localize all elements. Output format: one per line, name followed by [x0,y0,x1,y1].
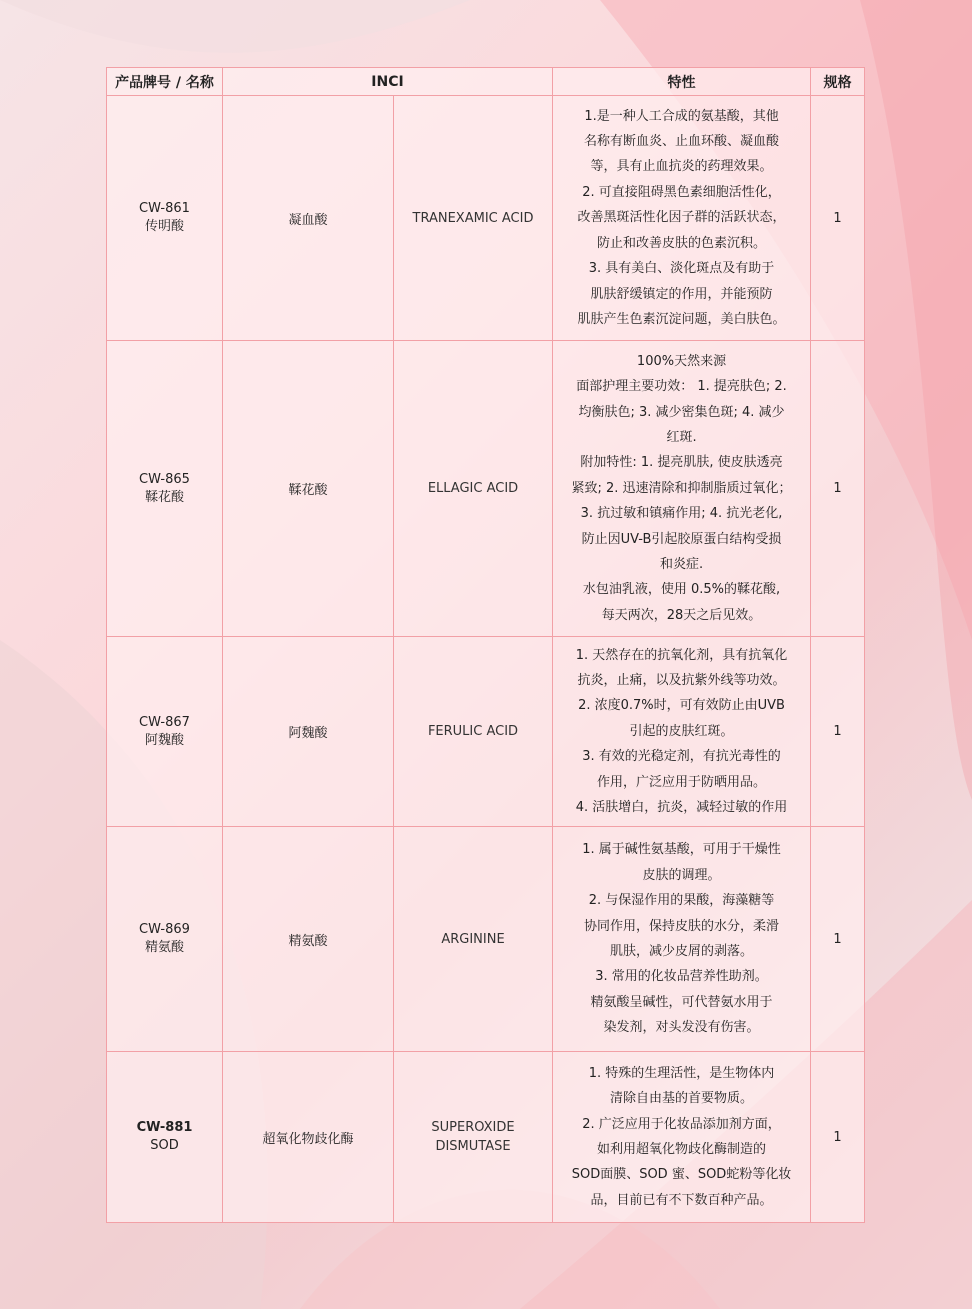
header-inci: INCI [223,68,553,96]
table-row [107,341,865,637]
feature-line: 改善黑斑活性化因子群的活跃状态， [577,210,786,226]
feature-line: 精氨酸呈碱性，可代替氨水用于 [590,994,773,1010]
product-inci [394,341,553,637]
product-code-cell [107,96,223,341]
table-row [107,637,865,827]
feature-line: 4. 活肤增白，抗炎，减轻过敏的作用 [575,800,788,816]
table-row [107,827,865,1052]
feature-line: 2. 与保湿作用的果酸，海藻糖等 [588,893,775,909]
product-alias: 精氨酸 [144,940,184,955]
feature-line: 肌肤产生色素沉淀问题，美白肤色。 [577,311,786,327]
product-alias: 鞣花酸 [144,489,184,505]
feature-line: 3. 抗过敏和镇痛作用; 4. 抗光老化, [580,506,783,522]
product-name: 凝血酸 [223,96,394,341]
header-code: 产品牌号 / 名称 [107,68,223,96]
product-table [106,67,865,1223]
feature-line: 附加特性: 1. 提亮肌肤, 使皮肤透亮 [580,455,783,471]
feature-line: 水包油乳液，使用 0.5%的鞣花酸, [582,582,781,598]
product-code-cell [107,341,223,637]
feature-line: 每天两次，28天之后见效。 [601,607,762,623]
table-row [107,1052,865,1223]
inci-line: ELLAGIC ACID [427,481,519,496]
product-name: 鞣花酸 [223,341,394,637]
product-code: CW-865 [139,471,190,487]
feature-line: 清除自由基的首要物质。 [610,1091,754,1107]
product-inci [394,637,553,827]
feature-line: 名称有断血炎、止血环酸、凝血酸 [584,134,780,150]
feature-line: 品，目前已有不下数百种产品。 [590,1192,773,1208]
header-feature: 特性 [553,68,811,96]
feature-line: 1. 特殊的生理活性，是生物体内 [588,1065,775,1081]
feature-line: 引起的皮肤红斑。 [629,723,734,739]
inci-line: TRANEXAMIC ACID [412,210,534,226]
feature-line: 和炎症. [659,557,704,573]
feature-line: 抗炎，止痛，以及抗紫外线等功效。 [577,672,786,688]
product-spec: 1 [811,1052,865,1223]
product-spec: 1 [811,827,865,1052]
feature-line: 3. 常用的化妆品营养性助剂。 [595,969,768,985]
feature-line: 防止因UV-B引起胶原蛋白结构受损 [581,531,782,547]
product-features [553,96,811,341]
inci-line: DISMUTASE [435,1139,511,1154]
product-code: CW-867 [139,714,190,730]
feature-line: 面部护理主要功效： 1. 提亮肤色; 2. [576,379,787,395]
feature-line: 3. 具有美白、淡化斑点及有助于 [588,261,775,277]
product-spec: 1 [811,637,865,827]
product-name: 超氧化物歧化酶 [223,1052,394,1223]
feature-line: 肌肤舒缓镇定的作用，并能预防 [590,286,773,302]
feature-line: 1. 属于碱性氨基酸，可用于干燥性 [582,842,781,858]
product-features [553,637,811,827]
product-alias: SOD [150,1138,179,1153]
product-code-cell [107,1052,223,1223]
table-row [107,96,865,341]
feature-line: 肌肤，减少皮屑的剥落。 [610,944,754,959]
product-code-cell [107,827,223,1052]
product-features [553,827,811,1052]
product-inci [394,827,553,1052]
product-alias: 阿魏酸 [144,732,184,748]
feature-line: 100%天然来源 [636,353,727,369]
feature-line: 2. 可直接阻碍黑色素细胞活性化， [582,184,781,200]
feature-line: 紧致; 2. 迅速清除和抑制脂质过氧化； [571,480,792,496]
feature-line: 等，具有止血抗炎的药理效果。 [590,159,773,175]
product-spec: 1 [811,96,865,341]
feature-line: 2. 浓度0.7%时，可有效防止由UVB [578,698,785,714]
table-header-row [107,68,865,96]
product-name: 精氨酸 [223,827,394,1052]
inci-line: ARGININE [441,931,505,947]
feature-line: 均衡肤色; 3. 减少密集色斑; 4. 减少 [578,404,785,420]
product-spec: 1 [811,341,865,637]
feature-line: 如利用超氧化物歧化酶制造的 [597,1142,767,1157]
inci-line: SUPEROXIDE [431,1120,515,1135]
header-spec: 规格 [811,68,865,96]
product-features [553,341,811,637]
product-inci [394,1052,553,1223]
feature-line: 皮肤的调理。 [642,867,721,883]
feature-line: 染发剂，对头发没有伤害。 [603,1020,760,1036]
feature-line: 2. 广泛应用于化妆品添加剂方面， [582,1116,781,1132]
feature-line: 作用，广泛应用于防晒用品。 [597,774,767,790]
product-code: CW-861 [139,201,190,216]
product-code-cell [107,637,223,827]
product-name: 阿魏酸 [223,637,394,827]
feature-line: 红斑. [666,429,697,445]
feature-line: 1.是一种人工合成的氨基酸，其他 [584,108,779,124]
product-code: CW-881 [136,1120,193,1135]
product-alias: 传明酸 [144,219,184,234]
feature-line: 1. 天然存在的抗氧化剂，具有抗氧化 [575,647,788,663]
product-inci [394,96,553,341]
product-features [553,1052,811,1223]
feature-line: SOD面膜、SOD 蜜、SOD蛇粉等化妆 [571,1167,792,1183]
inci-line: FERULIC ACID [427,724,519,739]
product-code: CW-869 [139,922,190,937]
feature-line: 3. 有效的光稳定剂，有抗光毒性的 [582,749,781,765]
feature-line: 防止和改善皮肤的色素沉积。 [597,235,767,251]
feature-line: 协同作用，保持皮肤的水分，柔滑 [584,918,780,934]
